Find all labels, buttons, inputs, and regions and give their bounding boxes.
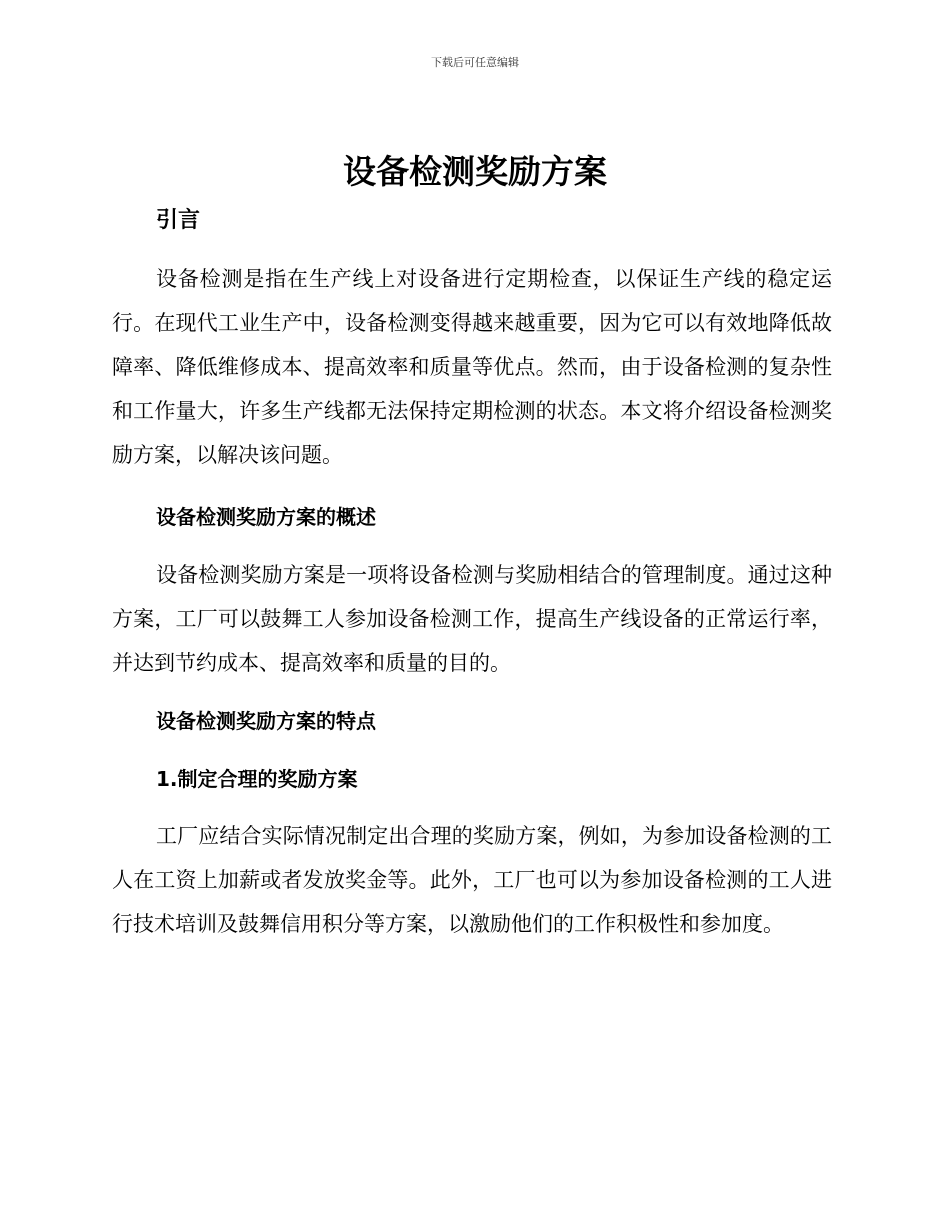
intro-heading: 引言 <box>156 208 201 233</box>
document-title: 设备检测奖励方案 <box>343 152 607 191</box>
feature-1-heading: 1.制定合理的奖励方案 <box>156 767 358 791</box>
overview-paragraph: 设备检测奖励方案是一项将设备检测与奖励相结合的管理制度。通过这种方案，工厂可以鼓舞工人参加设备检测工作，提高生产线设备的正常运行率，并达到节约成本、提高效率和质量的目的。 <box>112 563 832 675</box>
overview-heading: 设备检测奖励方案的概述 <box>156 505 376 529</box>
feature-1-paragraph: 工厂应结合实际情况制定出合理的奖励方案，例如，为参加设备检测的工人在工资上加薪或者发放奖金等。此外，工厂也可以为参加设备检测的工人进行技术培训及鼓舞信用积分等方案，以激励他们的工作积极性和参加度。 <box>112 824 832 936</box>
features-heading: 设备检测奖励方案的特点 <box>156 709 376 733</box>
page-header-note: 下载后可任意编辑 <box>431 56 519 69</box>
intro-paragraph: 设备检测是指在生产线上对设备进行定期检查，以保证生产线的稳定运行。在现代工业生产中，设备检测变得越来越重要，因为它可以有效地降低故障率、降低维修成本、提高效率和质量等优点。然而，由于设备检测的复杂性和工作量大，许多生产线都无法保持定期检测的状态。本文将介绍设备检测奖励方案，以解决该问题。 <box>112 267 832 467</box>
